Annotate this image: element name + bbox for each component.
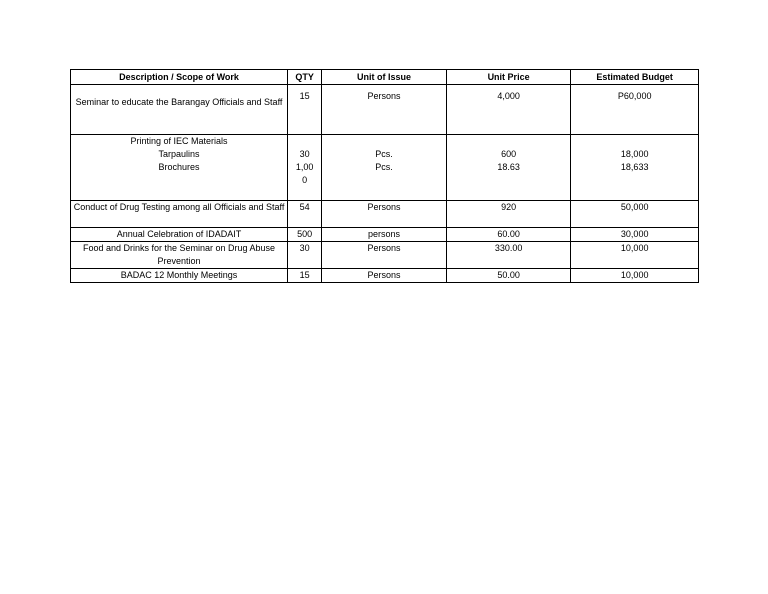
- cell-budget: 30,000: [571, 228, 699, 242]
- cell-description: Food and Drinks for the Seminar on Drug Abuse Prevention: [71, 242, 288, 269]
- cell-budget: 10,000: [571, 269, 699, 283]
- table-row: [71, 242, 699, 269]
- cell-qty: 15: [288, 269, 322, 283]
- cell-price: 60.00: [446, 228, 571, 242]
- cell-price: 920: [446, 201, 571, 228]
- description-line: Printing of IEC Materials: [130, 136, 228, 146]
- cell-description: Conduct of Drug Testing among all Officials and Staff: [71, 201, 288, 228]
- budget-line: 18,000: [620, 149, 649, 159]
- header-price: Unit Price: [446, 70, 571, 85]
- qty-line: 1,00: [295, 162, 314, 172]
- cell-price: 4,000: [446, 85, 571, 135]
- header-description: Description / Scope of Work: [71, 70, 288, 85]
- cell-price: 50.00: [446, 269, 571, 283]
- budget-table: [70, 69, 699, 283]
- cell-description: [71, 135, 288, 201]
- cell-budget: 50,000: [571, 201, 699, 228]
- budget-line: 18,633: [620, 162, 649, 172]
- header-qty: QTY: [288, 70, 322, 85]
- cell-qty: 500: [288, 228, 322, 242]
- table-row: [71, 269, 699, 283]
- cell-description: Annual Celebration of IDADAIT: [71, 228, 288, 242]
- cell-description: BADAC 12 Monthly Meetings: [71, 269, 288, 283]
- price-line: 600: [501, 149, 517, 159]
- cell-qty: 54: [288, 201, 322, 228]
- table-row: [71, 85, 699, 135]
- header-row: [71, 70, 699, 85]
- header-budget: Estimated Budget: [571, 70, 699, 85]
- unit-line: Pcs.: [375, 149, 393, 159]
- cell-qty: [288, 135, 322, 201]
- description-line: Tarpaulins: [158, 149, 200, 159]
- cell-unit: Persons: [322, 85, 447, 135]
- unit-line: Pcs.: [375, 162, 393, 172]
- cell-price: 330.00: [446, 242, 571, 269]
- table-row: [71, 201, 699, 228]
- cell-unit: persons: [322, 228, 447, 242]
- table-row: [71, 135, 699, 201]
- cell-qty: 30: [288, 242, 322, 269]
- cell-budget: 10,000: [571, 242, 699, 269]
- cell-budget: P60,000: [571, 85, 699, 135]
- description-line: Brochures: [158, 162, 200, 172]
- cell-price: [446, 135, 571, 201]
- cell-qty: 15: [288, 85, 322, 135]
- price-line: 18.63: [497, 162, 520, 172]
- cell-unit: [322, 135, 447, 201]
- cell-budget: [571, 135, 699, 201]
- cell-unit: Persons: [322, 242, 447, 269]
- header-unit: Unit of Issue: [322, 70, 447, 85]
- qty-line: 30: [299, 149, 310, 159]
- cell-unit: Persons: [322, 269, 447, 283]
- cell-description: Seminar to educate the Barangay Officials and Staff: [71, 85, 288, 135]
- qty-line: 0: [302, 175, 308, 185]
- table-row: [71, 228, 699, 242]
- cell-unit: Persons: [322, 201, 447, 228]
